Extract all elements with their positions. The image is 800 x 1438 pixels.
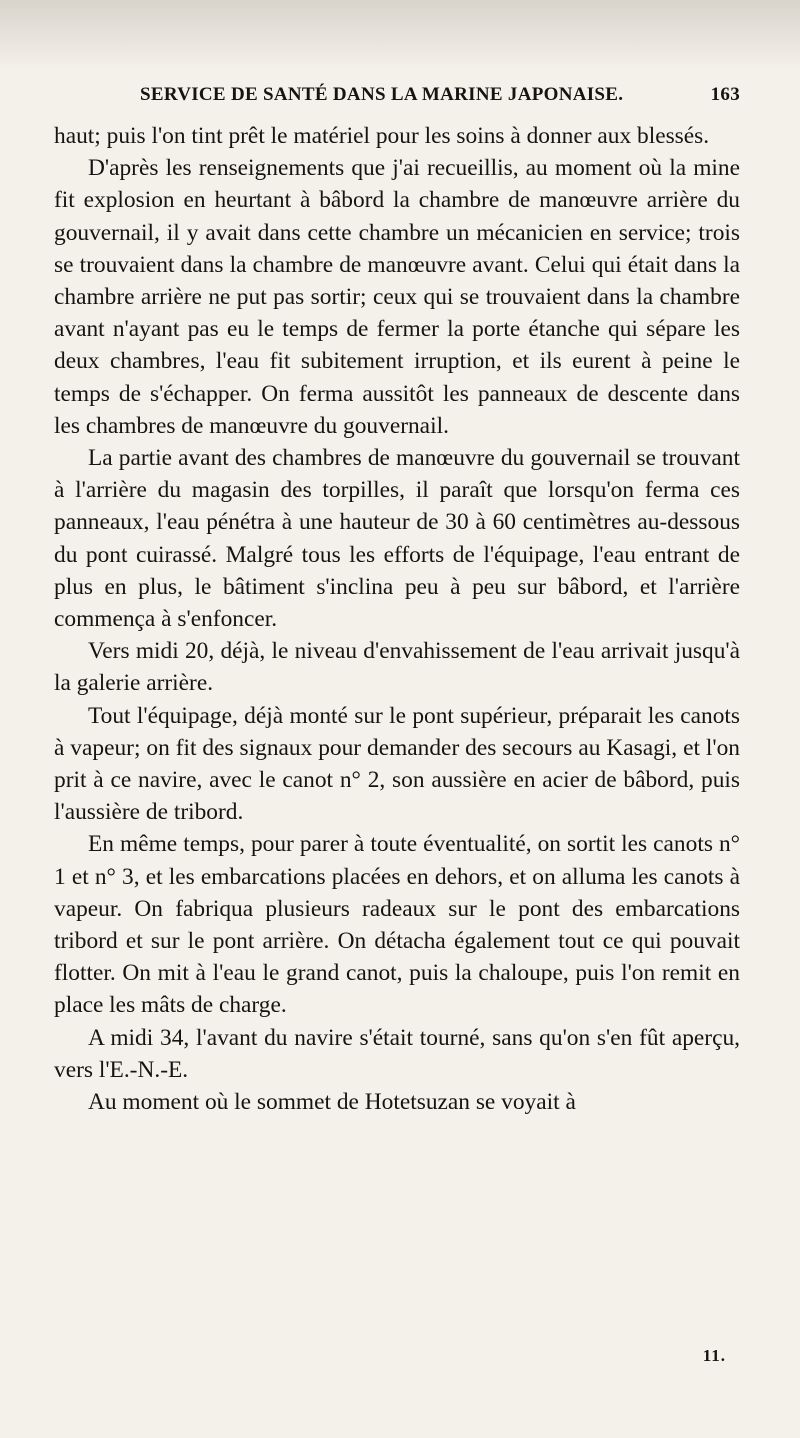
- paragraph: A midi 34, l'avant du navire s'était tourné, sans qu'on s'en fût aperçu, vers l'E.-N.-E.: [54, 1024, 740, 1083]
- paragraph: Vers midi 20, déjà, le niveau d'envahissement de l'eau arrivait jusqu'à la galerie arrière.: [54, 638, 740, 697]
- paragraph: D'après les renseignements que j'ai recueillis, au moment où la mine fit explosion en heurtant à bâbord la chambre de manœuvre arrière du gouvernail, il y avait dans cette chambre un mécanicien en service; trois se trouvaient dans la chambre de manœuvre avant. Celui qui était dans la chambre arrière ne put pas sortir; ceux qui se trouvaient dans la chambre avant n'ayant pas eu le temps de fermer la porte étanche qui sépare les deux chambres, l'eau fit subitement irruption, et ils eurent à peine le temps de s'échapper. On ferma aussitôt les panneaux de descente dans les chambres de manœuvre du gouvernail.: [54, 155, 740, 439]
- paragraph: En même temps, pour parer à toute éventualité, on sortit les canots n° 1 et n° 3, et les embarcations placées en dehors, et on alluma les canots à vapeur. On fabriqua plusieurs radeaux sur le pont des embarcations tribord et sur le pont arrière. On détacha également tout ce qui pouvait flotter. On mit à l'eau le grand canot, puis la chaloupe, puis l'on remit en place les mâts de charge.: [54, 831, 740, 1019]
- page-number: 163: [710, 84, 740, 105]
- body-text: [54, 120, 740, 1118]
- signature-mark: 11.: [702, 1346, 726, 1365]
- page-edge-shadow: [0, 0, 800, 70]
- paragraph: Au moment où le sommet de Hotetsuzan se voyait à: [88, 1089, 576, 1116]
- running-title: SERVICE DE SANTÉ DANS LA MARINE JAPONAISE.: [140, 84, 624, 105]
- paragraph: haut; puis l'on tint prêt le matériel pour les soins à donner aux blessés.: [54, 123, 710, 149]
- paragraph: La partie avant des chambres de manœuvre du gouvernail se trouvant à l'arrière du magasin des torpilles, il paraît que lorsqu'on ferma ces panneaux, l'eau pénétra à une hauteur de 30 à 60 centimètres au-dessous du pont cuirassé. Malgré tous les efforts de l'équipage, l'eau entrant de plus en plus, le bâtiment s'inclina peu à peu sur bâbord, et l'arrière commença à s'enfoncer.: [54, 445, 740, 633]
- running-header: [140, 84, 740, 114]
- paragraph: Tout l'équipage, déjà monté sur le pont supérieur, préparait les canots à vapeur; on fit des signaux pour demander des secours au Kasagi, et l'on prit à ce navire, avec le canot n° 2, son aussière en acier de bâbord, puis l'aussière de tribord.: [54, 702, 740, 826]
